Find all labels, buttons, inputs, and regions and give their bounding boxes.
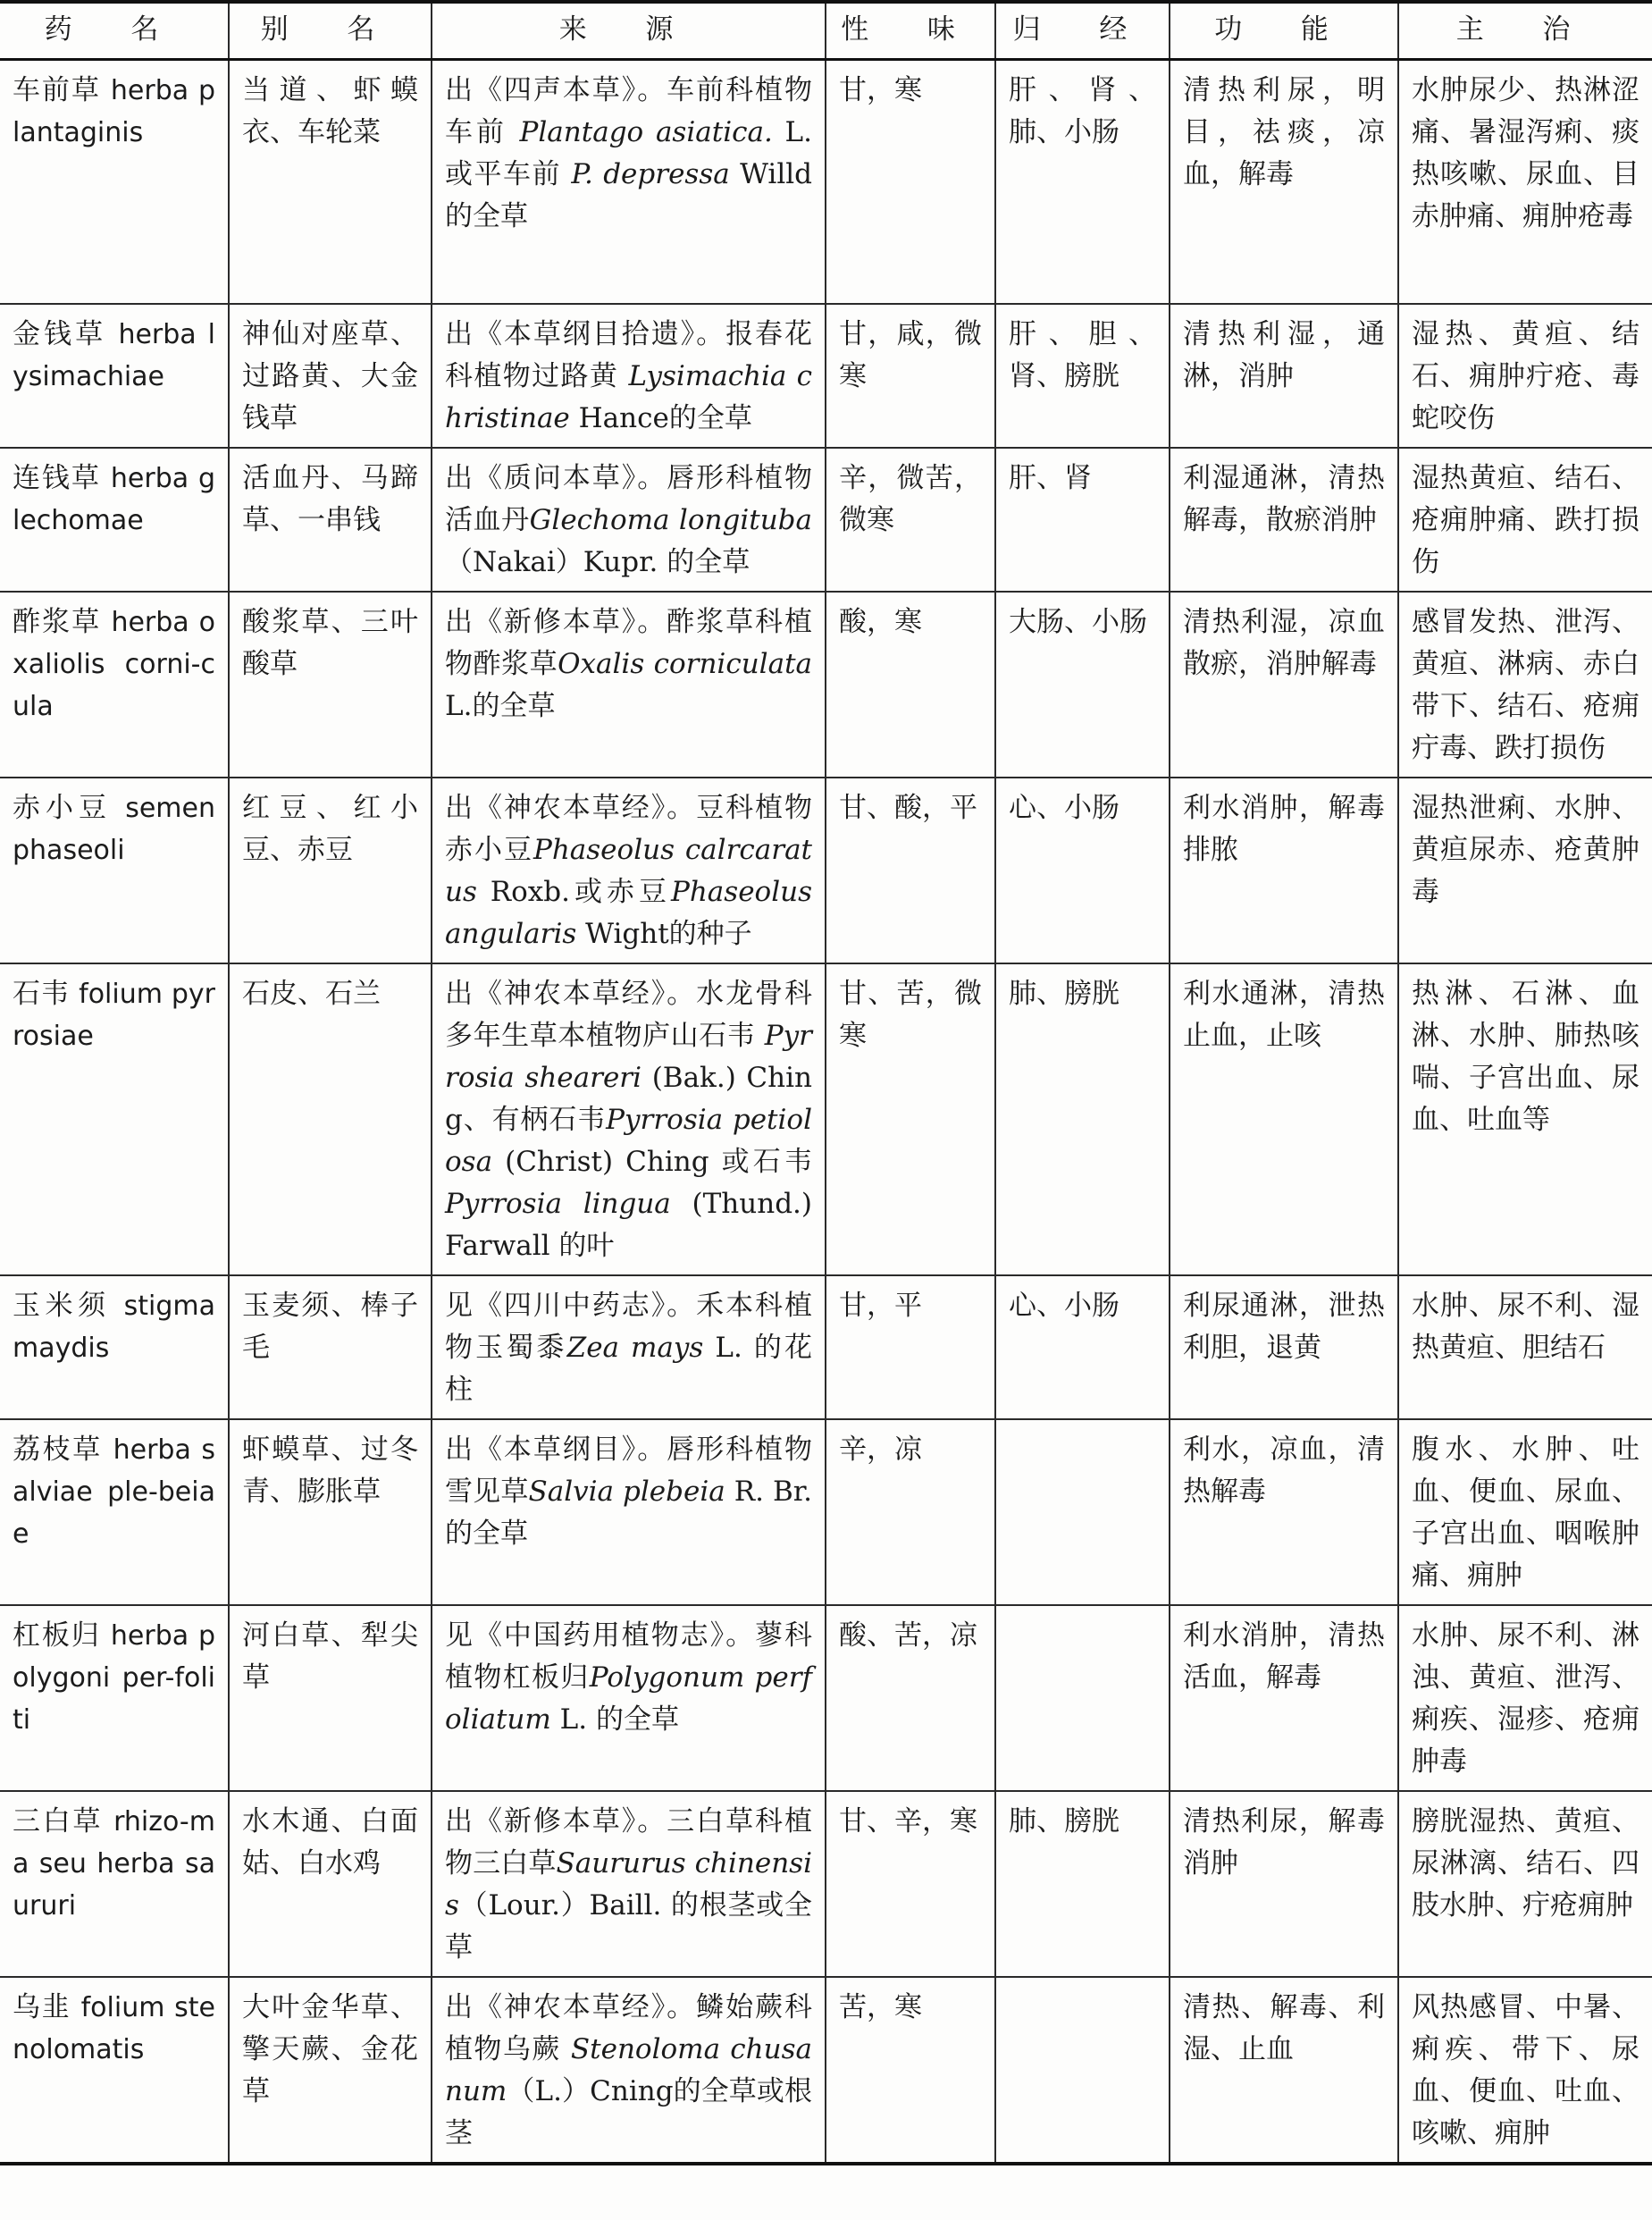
alias-cell xyxy=(229,1791,432,1977)
drug-name-cell xyxy=(0,592,229,778)
drug-name-cell xyxy=(0,448,229,592)
source-text: 见《四川中药志》。禾本科植物玉蜀黍 xyxy=(445,1289,812,1364)
source-text: (Thund.) Farwall 的叶 xyxy=(445,1187,812,1262)
header-indication: 主 治 xyxy=(1398,2,1652,60)
species-name: P. depressa xyxy=(571,158,730,190)
meridian-cell xyxy=(995,60,1170,304)
species-name: Lysimachia christinae xyxy=(445,359,812,434)
function-text: 利水通淋，清热止血，止咳 xyxy=(1183,977,1385,1052)
indication-text: 湿热泄痢、水肿、黄疸尿赤、疮黄肿毒 xyxy=(1412,791,1639,908)
function-cell xyxy=(1170,1605,1398,1791)
drug-name-latin: folium stenolomatis xyxy=(13,1991,215,2065)
alias-text: 活血丹、马蹄草、一串钱 xyxy=(242,461,418,536)
meridian-cell xyxy=(995,1791,1170,1977)
source-cell xyxy=(432,1275,826,1419)
source-text: Willd的全草 xyxy=(445,158,812,232)
function-text: 清热利尿，解毒消肿 xyxy=(1183,1804,1385,1879)
indication-text: 水肿、尿不利、湿热黄疸、胆结石 xyxy=(1412,1289,1639,1364)
drug-name-latin: stigma maydis xyxy=(13,1290,215,1364)
indication-text: 腹水、水肿、吐血、便血、尿血、子宫出血、咽喉肿痛、痈肿 xyxy=(1412,1433,1639,1592)
function-cell xyxy=(1170,963,1398,1275)
nature-flavor-text: 辛，凉 xyxy=(839,1433,922,1466)
alias-cell xyxy=(229,60,432,304)
source-cell xyxy=(432,304,826,448)
indication-cell xyxy=(1398,448,1652,592)
meridian-cell xyxy=(995,1275,1170,1419)
drug-name-cn: 石韦 xyxy=(13,977,70,1010)
indication-cell xyxy=(1398,963,1652,1275)
indication-cell xyxy=(1398,1977,1652,2164)
indication-cell xyxy=(1398,1605,1652,1791)
function-text: 利水，凉血，清热解毒 xyxy=(1183,1433,1385,1508)
source-cell xyxy=(432,1791,826,1977)
nature-flavor-text: 苦，寒 xyxy=(839,1990,922,2023)
source-text: L. 的花柱 xyxy=(445,1331,812,1406)
function-text: 利水消肿，解毒排脓 xyxy=(1183,791,1385,866)
drug-name-latin: herba lysimachiae xyxy=(13,318,215,392)
table-row xyxy=(0,1275,1652,1419)
function-cell xyxy=(1170,448,1398,592)
species-name: Phaseolus calrcaratus xyxy=(445,833,813,908)
drug-name-cn: 荔枝草 xyxy=(13,1433,103,1466)
meridian-text: 大肠、小肠 xyxy=(1009,605,1147,638)
meridian-text: 肝、肾 xyxy=(1009,461,1092,494)
alias-text: 当道、虾蟆衣、车轮菜 xyxy=(242,74,418,148)
source-text: 出《本草纲目》。唇形科植物雪见草 xyxy=(445,1433,812,1508)
indication-cell xyxy=(1398,592,1652,778)
indication-text: 感冒发热、泄泻、黄疸、淋病、赤白带下、结石、疮痈疔毒、跌打损伤 xyxy=(1412,605,1639,764)
table-row xyxy=(0,1977,1652,2164)
header-row xyxy=(0,2,1652,60)
source-cell xyxy=(432,1419,826,1605)
indication-cell xyxy=(1398,1419,1652,1605)
nature-flavor-cell xyxy=(826,1977,995,2164)
drug-name-latin: herba polygoni per-foliti xyxy=(13,1619,215,1736)
drug-name-cell xyxy=(0,778,229,963)
header-drug-name: 药 名 xyxy=(0,2,229,60)
source-text: 出《神农本草经》。豆科植物赤小豆 xyxy=(445,791,812,866)
alias-text: 水木通、白面姑、白水鸡 xyxy=(242,1804,418,1879)
indication-cell xyxy=(1398,1791,1652,1977)
meridian-cell xyxy=(995,304,1170,448)
source-text: 出《本草纲目拾遗》。报春花科植物过路黄 xyxy=(445,317,812,392)
indication-text: 湿热黄疸、结石、疮痈肿痛、跌打损伤 xyxy=(1412,461,1639,578)
species-name: Pyrrosia lingua xyxy=(445,1187,671,1220)
nature-flavor-text: 甘，寒 xyxy=(839,74,922,106)
drug-name-cn: 乌韭 xyxy=(13,1990,71,2023)
drug-name-latin: herba salviae ple-beiae xyxy=(13,1434,215,1550)
header-function: 功 能 xyxy=(1170,2,1398,60)
table-row xyxy=(0,60,1652,304)
alias-text: 酸浆草、三叶酸草 xyxy=(242,605,418,680)
nature-flavor-text: 甘，咸，微寒 xyxy=(839,317,982,392)
function-text: 清热利湿，凉血散瘀，消肿解毒 xyxy=(1183,605,1385,680)
drug-name-cn: 赤小豆 xyxy=(13,791,112,824)
indication-text: 风热感冒、中暑、痢疾、带下、尿血、便血、吐血、咳嗽、痈肿 xyxy=(1412,1990,1639,2149)
drug-name-cell xyxy=(0,1791,229,1977)
table-row xyxy=(0,1419,1652,1605)
meridian-cell xyxy=(995,1977,1170,2164)
drug-name-latin: herba plantaginis xyxy=(13,75,215,148)
nature-flavor-cell xyxy=(826,778,995,963)
meridian-cell xyxy=(995,448,1170,592)
function-text: 清热利湿，通淋，消肿 xyxy=(1183,317,1385,392)
header-meridian: 归 经 xyxy=(995,2,1170,60)
source-text: L. 的全草 xyxy=(550,1703,679,1736)
function-cell xyxy=(1170,1977,1398,2164)
drug-name-cn: 车前草 xyxy=(13,74,101,106)
source-text: L.的全草 xyxy=(445,689,556,722)
meridian-cell xyxy=(995,592,1170,778)
species-name: Pyrrosia petiolosa xyxy=(445,1103,812,1178)
indication-text: 水肿、尿不利、淋浊、黄疸、泄泻、痢疾、湿疹、疮痈肿毒 xyxy=(1412,1619,1639,1778)
drug-name-cn: 酢浆草 xyxy=(13,605,102,638)
drug-name-cn: 玉米须 xyxy=(13,1289,111,1322)
table-row xyxy=(0,304,1652,448)
species-name: Phaseolus angularis xyxy=(445,875,812,950)
nature-flavor-cell xyxy=(826,448,995,592)
indication-text: 热淋、石淋、血淋、水肿、肺热咳喘、子宫出血、尿血、吐血等 xyxy=(1412,977,1639,1136)
drug-name-cn: 杠板归 xyxy=(13,1619,101,1652)
species-name: Oxalis corniculata xyxy=(558,647,813,680)
indication-cell xyxy=(1398,778,1652,963)
alias-cell xyxy=(229,592,432,778)
alias-cell xyxy=(229,1275,432,1419)
drug-name-cn: 三白草 xyxy=(13,1804,104,1837)
table-row xyxy=(0,963,1652,1275)
source-text: Hance的全草 xyxy=(569,401,752,434)
alias-cell xyxy=(229,1977,432,2164)
alias-cell xyxy=(229,1419,432,1605)
nature-flavor-cell xyxy=(826,1275,995,1419)
source-cell xyxy=(432,60,826,304)
source-cell xyxy=(432,778,826,963)
meridian-text: 心、小肠 xyxy=(1009,1289,1120,1322)
drug-name-latin: rhizo-ma seu herba saururi xyxy=(13,1805,215,1921)
drug-name-cell xyxy=(0,1275,229,1419)
alias-cell xyxy=(229,778,432,963)
nature-flavor-text: 辛，微苦，微寒 xyxy=(839,461,982,536)
source-cell xyxy=(432,1977,826,2164)
meridian-text: 肝、肾、肺、小肠 xyxy=(1009,74,1156,148)
source-text: 出《神农本草经》。鳞始蕨科植物乌蕨 xyxy=(445,1990,812,2065)
meridian-cell xyxy=(995,963,1170,1275)
species-name: Pyrrosia sheareri xyxy=(445,1019,812,1094)
drug-name-cell xyxy=(0,1419,229,1605)
species-name: Zea mays xyxy=(566,1331,704,1364)
function-text: 清热利尿，明目，祛痰，凉血，解毒 xyxy=(1183,74,1385,190)
source-cell xyxy=(432,592,826,778)
drug-name-cell xyxy=(0,1977,229,2164)
species-name: Salvia plebeia xyxy=(528,1475,725,1508)
nature-flavor-text: 甘、酸，平 xyxy=(839,791,977,824)
species-name: Polygonum perfoliatum xyxy=(445,1661,812,1736)
meridian-text: 肺、膀胱 xyxy=(1009,1804,1120,1837)
alias-text: 河白草、犁尖草 xyxy=(242,1619,418,1694)
source-text: R. Br.的全草 xyxy=(445,1475,813,1550)
header-source: 来 源 xyxy=(432,2,826,60)
table-row xyxy=(0,1605,1652,1791)
source-cell xyxy=(432,1605,826,1791)
table-row xyxy=(0,778,1652,963)
meridian-cell xyxy=(995,778,1170,963)
alias-text: 红豆、红小豆、赤豆 xyxy=(242,791,418,866)
nature-flavor-text: 甘、辛，寒 xyxy=(839,1804,977,1837)
function-cell xyxy=(1170,778,1398,963)
indication-text: 水肿尿少、热淋涩痛、暑湿泻痢、痰热咳嗽、尿血、目赤肿痛、痈肿疮毒 xyxy=(1412,74,1639,232)
source-text: （Lour.）Baill. 的根茎或全草 xyxy=(445,1888,812,1964)
species-name: Saururus chinensis xyxy=(445,1846,813,1921)
drug-name-latin: folium pyrrosiae xyxy=(13,978,215,1052)
function-text: 利湿通淋，清热解毒，散瘀消肿 xyxy=(1183,461,1385,536)
indication-cell xyxy=(1398,304,1652,448)
nature-flavor-text: 甘、苦，微寒 xyxy=(839,977,982,1052)
drug-name-latin: herba oxaliolis corni-cula xyxy=(13,606,216,722)
source-text: (Christ) Ching 或石韦 xyxy=(492,1145,812,1178)
table-body xyxy=(0,60,1652,2164)
drug-name-cell xyxy=(0,1605,229,1791)
alias-cell xyxy=(229,1605,432,1791)
function-text: 利水消肿，清热活血，解毒 xyxy=(1183,1619,1385,1694)
meridian-cell xyxy=(995,1605,1170,1791)
meridian-text: 肝、胆、肾、膀胱 xyxy=(1009,317,1156,392)
species-name: Stenoloma chusanum xyxy=(445,2032,812,2107)
source-text: (Bak.) Ching、有柄石韦 xyxy=(445,1061,812,1136)
indication-text: 湿热、黄疸、结石、痈肿疔疮、毒蛇咬伤 xyxy=(1412,317,1639,434)
alias-text: 神仙对座草、过路黄、大金钱草 xyxy=(242,317,418,434)
drug-name-cell xyxy=(0,60,229,304)
species-name: Glechoma longituba xyxy=(529,503,812,536)
source-text: 出《新修本草》。三白草科植物三白草 xyxy=(445,1804,812,1879)
source-text: 出《神农本草经》。水龙骨科多年生草本植物庐山石韦 xyxy=(445,977,812,1052)
species-name: Plantago asiatica. xyxy=(519,116,773,148)
nature-flavor-cell xyxy=(826,592,995,778)
drug-name-latin: herba glechomae xyxy=(13,462,215,536)
function-cell xyxy=(1170,1275,1398,1419)
nature-flavor-cell xyxy=(826,1419,995,1605)
source-text: 见《中国药用植物志》。蓼科植物杠板归 xyxy=(445,1619,812,1694)
indication-cell xyxy=(1398,60,1652,304)
meridian-text: 心、小肠 xyxy=(1009,791,1120,824)
function-cell xyxy=(1170,304,1398,448)
function-cell xyxy=(1170,60,1398,304)
source-text: 出《四声本草》。车前科植物车前 xyxy=(445,74,812,148)
alias-cell xyxy=(229,304,432,448)
meridian-cell xyxy=(995,1419,1170,1605)
function-cell xyxy=(1170,592,1398,778)
function-text: 清热、解毒、利湿、止血 xyxy=(1183,1990,1385,2065)
alias-cell xyxy=(229,448,432,592)
source-text: 出《质问本草》。唇形科植物活血丹 xyxy=(445,461,812,536)
function-cell xyxy=(1170,1419,1398,1605)
source-text: Roxb.或赤豆 xyxy=(476,875,671,908)
drug-name-cn: 连钱草 xyxy=(13,461,101,494)
source-text: L.或平车前 xyxy=(445,116,812,190)
table-row xyxy=(0,1791,1652,1977)
source-cell xyxy=(432,963,826,1275)
nature-flavor-cell xyxy=(826,1605,995,1791)
drug-name-cell xyxy=(0,304,229,448)
header-alias: 别 名 xyxy=(229,2,432,60)
source-text: 出《新修本草》。酢浆草科植物酢浆草 xyxy=(445,605,812,680)
table-row xyxy=(0,592,1652,778)
alias-text: 大叶金华草、擎天蕨、金花草 xyxy=(242,1990,418,2107)
drug-name-cell xyxy=(0,963,229,1275)
alias-cell xyxy=(229,963,432,1275)
drug-name-latin: semen phaseoli xyxy=(13,792,215,866)
alias-text: 石皮、石兰 xyxy=(242,977,381,1010)
header-nature-flavor: 性 味 xyxy=(826,2,995,60)
alias-text: 虾蟆草、过冬青、膨胀草 xyxy=(242,1433,418,1508)
source-text: （L.）Cning的全草或根茎 xyxy=(445,2074,812,2149)
nature-flavor-cell xyxy=(826,304,995,448)
nature-flavor-cell xyxy=(826,963,995,1275)
function-cell xyxy=(1170,1791,1398,1977)
nature-flavor-text: 甘，平 xyxy=(839,1289,922,1322)
source-text: Wight的种子 xyxy=(576,917,752,950)
alias-text: 玉麦须、棒子毛 xyxy=(242,1289,418,1364)
nature-flavor-text: 酸，寒 xyxy=(839,605,922,638)
source-text: （Nakai）Kupr. 的全草 xyxy=(445,545,751,578)
function-text: 利尿通淋，泄热利胆，退黄 xyxy=(1183,1289,1385,1364)
indication-text: 膀胱湿热、黄疸、尿淋漓、结石、四肢水肿、疔疮痈肿 xyxy=(1412,1804,1639,1921)
meridian-text: 肺、膀胱 xyxy=(1009,977,1120,1010)
table-row xyxy=(0,448,1652,592)
source-cell xyxy=(432,448,826,592)
drug-name-cn: 金钱草 xyxy=(13,317,107,350)
indication-cell xyxy=(1398,1275,1652,1419)
nature-flavor-cell xyxy=(826,60,995,304)
nature-flavor-text: 酸、苦，凉 xyxy=(839,1619,977,1652)
nature-flavor-cell xyxy=(826,1791,995,1977)
